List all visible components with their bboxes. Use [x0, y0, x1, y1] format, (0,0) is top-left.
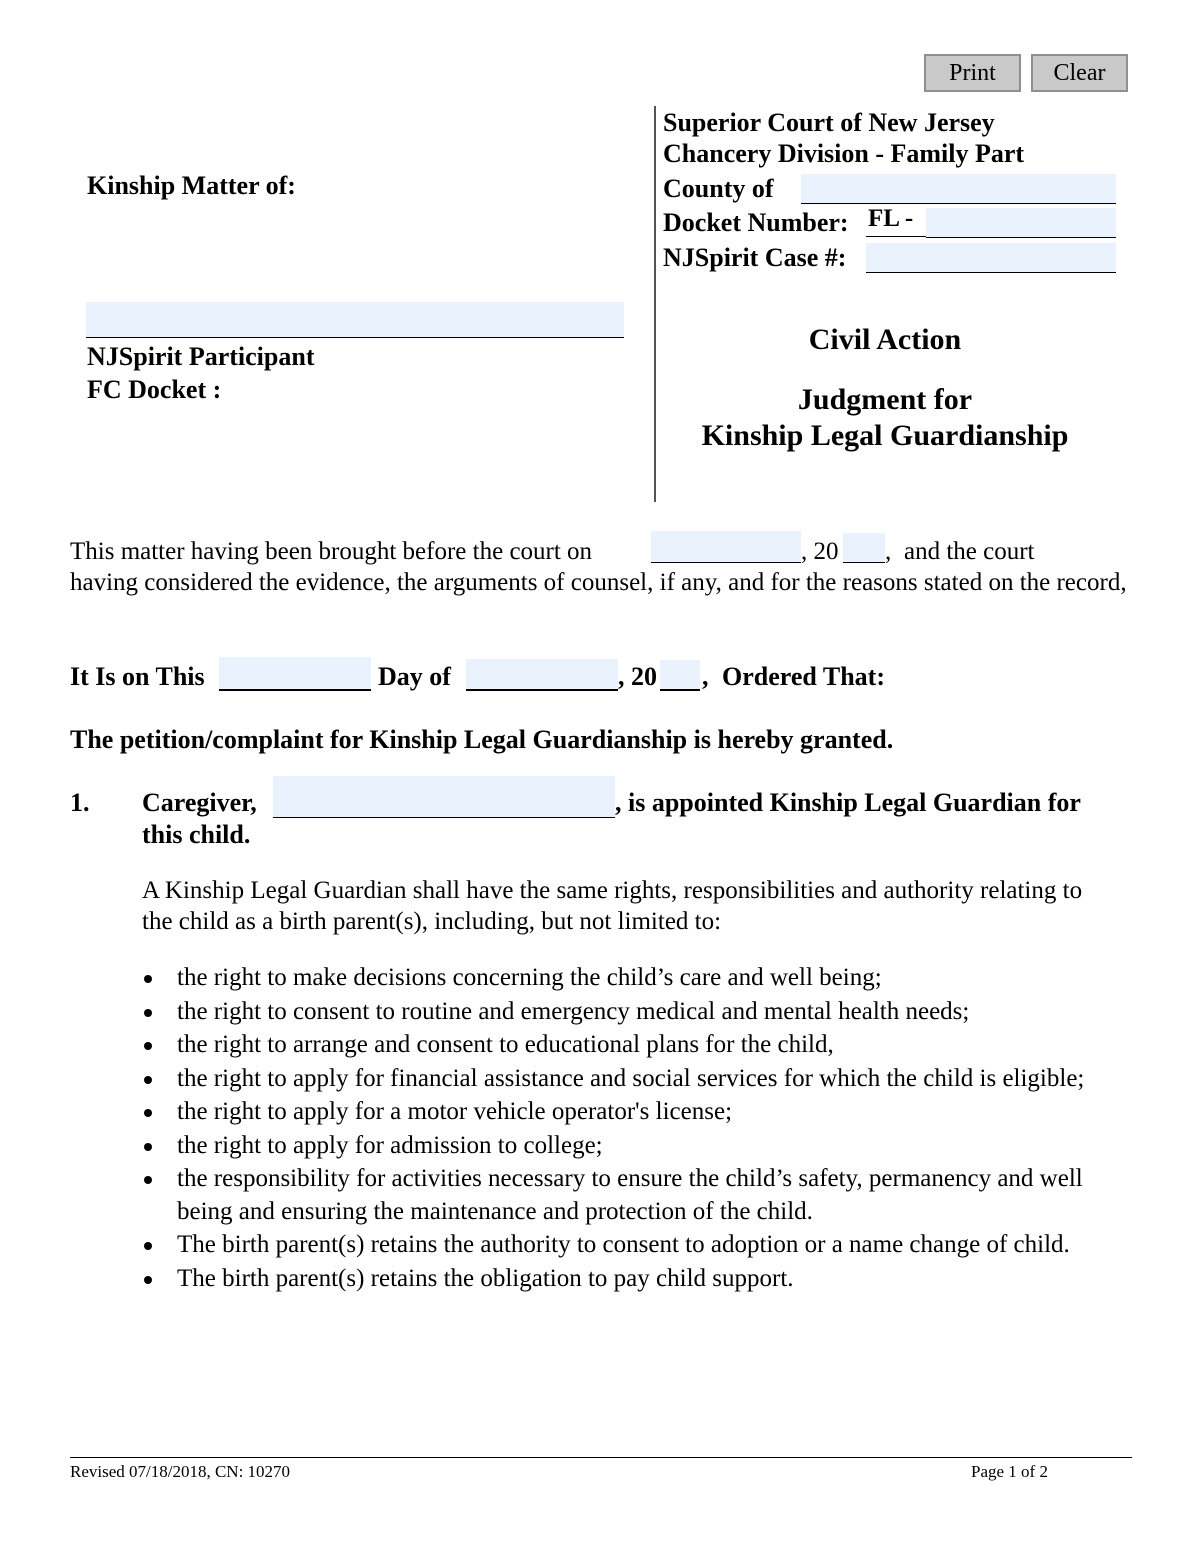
year-comma: , — [885, 538, 892, 565]
list-item: the right to apply for admission to college; — [142, 1130, 1132, 1163]
judgment-title-line2: Kinship Legal Guardianship — [701, 419, 1069, 452]
fc-docket-label: FC Docket : — [87, 375, 222, 404]
list-item: the right to make decisions concerning the child’s care and well being; — [142, 962, 1132, 995]
docket-prefix-underline — [866, 236, 926, 237]
item1-number: 1. — [70, 788, 90, 817]
court-name: Superior Court of New Jersey — [663, 108, 995, 137]
njspirit-participant-label: NJSpirit Participant — [87, 342, 315, 371]
footer-divider — [70, 1457, 1132, 1458]
kinship-matter-label: Kinship Matter of: — [87, 171, 296, 200]
list-item: the right to apply for financial assistance and social services for which the child is eligible; — [142, 1063, 1132, 1096]
order-year-field[interactable] — [660, 660, 700, 691]
caregiver-name-field[interactable] — [273, 776, 615, 818]
matter-intro-text: This matter having been brought before the court on — [70, 538, 593, 565]
civil-action-title: Civil Action — [808, 323, 962, 356]
list-item: the right to arrange and consent to educational plans for the child, — [142, 1029, 1132, 1062]
page-number: Page 1 of 2 — [971, 1462, 1048, 1481]
judgment-title-line1: Judgment for — [797, 383, 973, 416]
hearing-date-field[interactable] — [651, 531, 801, 563]
caption-divider — [654, 106, 656, 502]
clear-button[interactable]: Clear — [1031, 54, 1128, 92]
rights-list — [142, 962, 1132, 1296]
guardian-authority-text: A Kinship Legal Guardian shall have the same rights, responsibilities and authority relating to the child as a birth parent(s), including, but not limited to: — [142, 877, 1083, 935]
njspirit-case-field[interactable] — [866, 243, 1116, 273]
county-label: County of — [663, 174, 774, 203]
docket-number-field[interactable] — [926, 208, 1116, 238]
order-intro-text: It Is on This — [70, 662, 205, 691]
print-button[interactable]: Print — [924, 54, 1021, 92]
and-the-court-text: and the court — [904, 538, 1035, 565]
order-month-field[interactable] — [466, 659, 618, 691]
docket-prefix: FL - — [868, 205, 914, 232]
list-item: the right to consent to routine and emergency medical and mental health needs; — [142, 996, 1132, 1029]
county-field[interactable] — [801, 174, 1116, 204]
order-day-field[interactable] — [219, 657, 371, 691]
year-prefix-text: , 20 — [801, 538, 839, 565]
revision-info: Revised 07/18/2018, CN: 10270 — [70, 1462, 291, 1481]
day-of-text: Day of — [378, 662, 451, 691]
list-item: the responsibility for activities necessary to ensure the child’s safety, permanency and well being and ensuring the maintenance and protection of the child. — [142, 1163, 1132, 1228]
list-item: The birth parent(s) retains the obligation to pay child support. — [142, 1263, 1132, 1296]
petition-granted-text: The petition/complaint for Kinship Legal Guardianship is hereby granted. — [70, 725, 894, 754]
order-year-prefix: , 20 — [618, 662, 657, 691]
matter-considered-text: having considered the evidence, the arguments of counsel, if any, and for the reasons stated on the record, — [70, 569, 1127, 596]
kinship-matter-name-field[interactable] — [86, 302, 624, 338]
njspirit-case-label: NJSpirit Case #: — [663, 243, 847, 272]
order-year-comma: , — [702, 662, 709, 691]
ordered-that-text: Ordered That: — [722, 662, 885, 691]
hearing-year-field[interactable] — [843, 533, 885, 563]
court-division: Chancery Division - Family Part — [663, 139, 1025, 168]
this-child-text: this child. — [142, 820, 251, 849]
list-item: the right to apply for a motor vehicle operator's license; — [142, 1096, 1132, 1129]
docket-number-label: Docket Number: — [663, 208, 849, 237]
caregiver-label: Caregiver, — [142, 788, 257, 817]
list-item: The birth parent(s) retains the authority to consent to adoption or a name change of child. — [142, 1229, 1132, 1262]
appointed-text: , is appointed Kinship Legal Guardian for — [615, 788, 1081, 817]
